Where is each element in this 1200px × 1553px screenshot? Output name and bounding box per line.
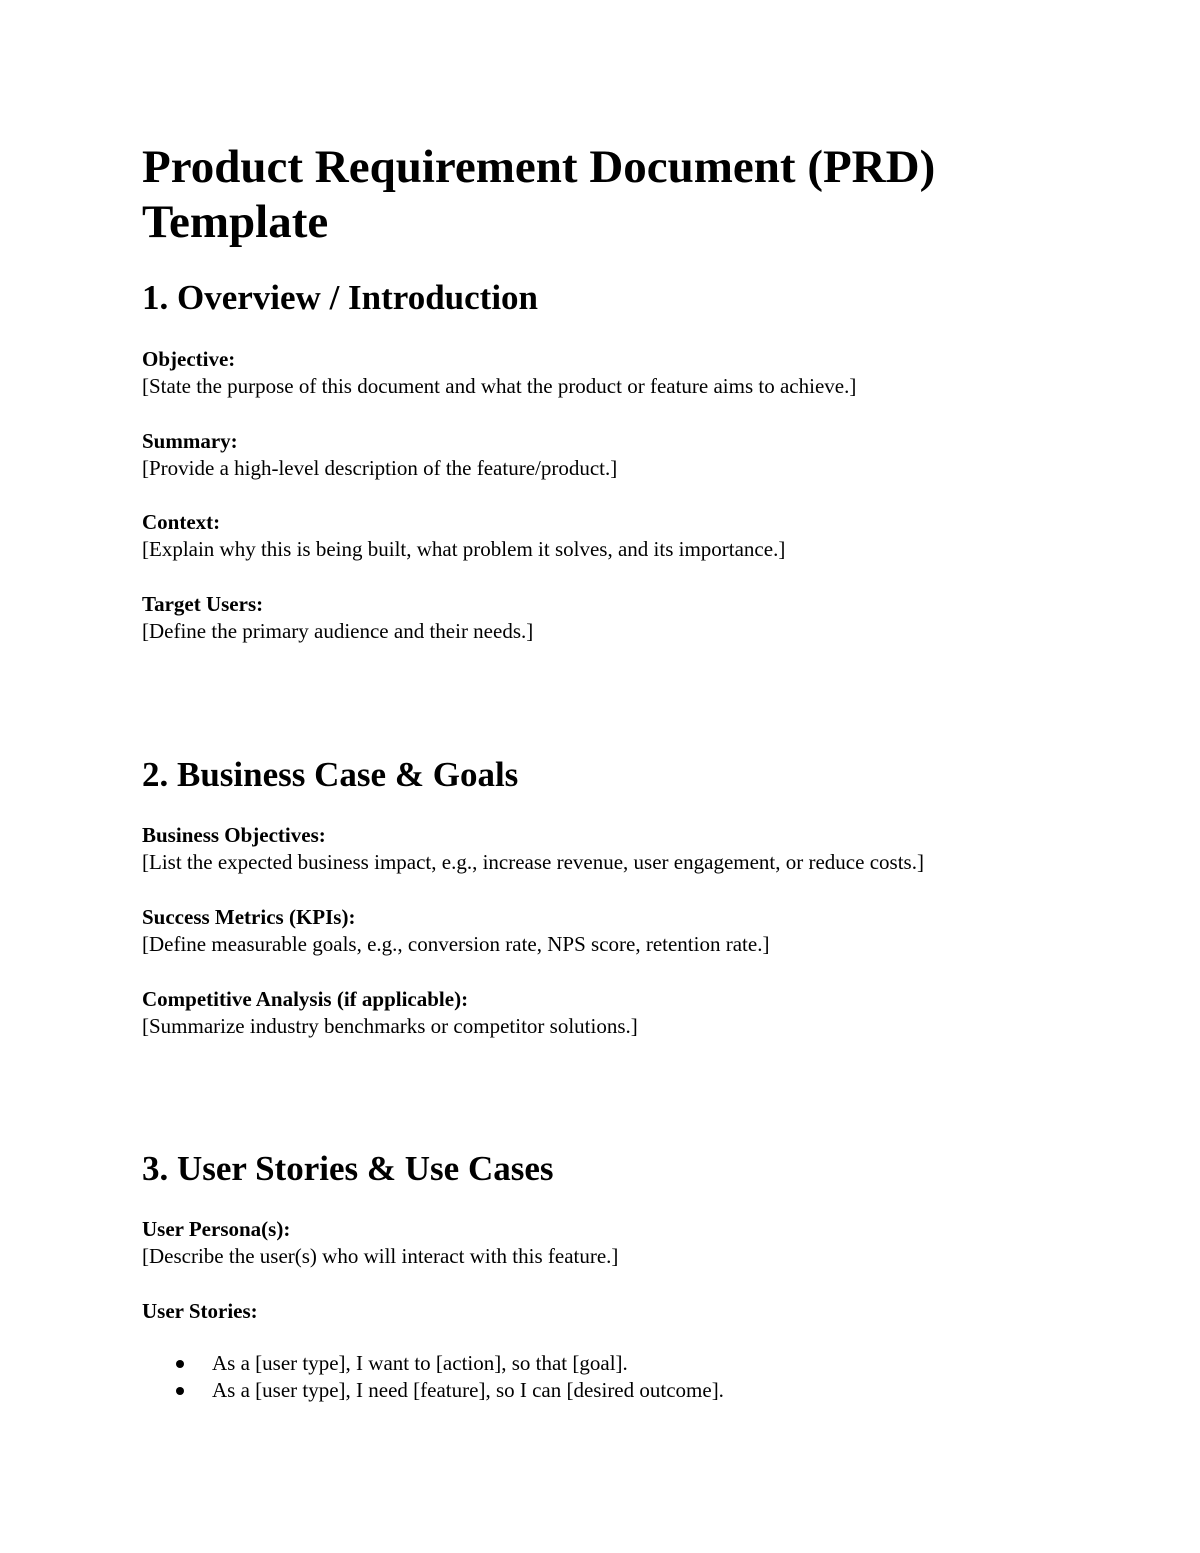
field-label: Target Users: (142, 592, 264, 616)
field-placeholder-text: [Define the primary audience and their needs.] (142, 619, 534, 643)
section-heading-business-case: 2. Business Case & Goals (142, 755, 519, 794)
user-story-text: As a [user type], I need [feature], so I can [desired outcome]. (212, 1378, 724, 1402)
field-placeholder-text: [Provide a high-level description of the feature/product.] (142, 456, 618, 480)
field-placeholder-text: [Describe the user(s) who will interact with this feature.] (142, 1244, 619, 1268)
field-label: Competitive Analysis (if applicable): (142, 987, 469, 1011)
field-competitive-analysis (142, 986, 1102, 1040)
bullet-icon (176, 1387, 184, 1395)
document-page (142, 0, 1102, 1553)
list-item (142, 1377, 1102, 1404)
bullet-icon (176, 1360, 184, 1368)
field-target-users (142, 591, 1102, 645)
field-placeholder-text: [State the purpose of this document and what the product or feature aims to achieve.] (142, 374, 857, 398)
field-label: Business Objectives: (142, 823, 326, 847)
field-label: Success Metrics (KPIs): (142, 905, 356, 929)
field-success-metrics (142, 904, 1102, 958)
field-label: Summary: (142, 429, 238, 453)
field-context (142, 509, 1102, 563)
field-label: User Stories: (142, 1299, 258, 1323)
field-label: Objective: (142, 347, 236, 371)
document-title: Product Requirement Document (PRD) Template (142, 141, 936, 248)
user-story-text: As a [user type], I want to [action], so that [goal]. (212, 1351, 628, 1375)
field-placeholder-text: [List the expected business impact, e.g., increase revenue, user engagement, or reduce costs.] (142, 850, 924, 874)
field-user-stories (142, 1298, 1102, 1325)
field-placeholder-text: [Explain why this is being built, what problem it solves, and its importance.] (142, 537, 786, 561)
section-heading-user-stories: 3. User Stories & Use Cases (142, 1149, 554, 1188)
field-user-personas (142, 1216, 1102, 1270)
list-item (142, 1350, 1102, 1377)
field-label: User Persona(s): (142, 1217, 291, 1241)
user-stories-list (142, 1350, 1102, 1404)
section-heading-overview: 1. Overview / Introduction (142, 278, 539, 317)
field-placeholder-text: [Summarize industry benchmarks or competitor solutions.] (142, 1014, 638, 1038)
field-placeholder-text: [Define measurable goals, e.g., conversion rate, NPS score, retention rate.] (142, 932, 770, 956)
field-label: Context: (142, 510, 221, 534)
field-business-objectives (142, 822, 1102, 876)
field-summary (142, 428, 1102, 482)
field-objective (142, 346, 1102, 400)
